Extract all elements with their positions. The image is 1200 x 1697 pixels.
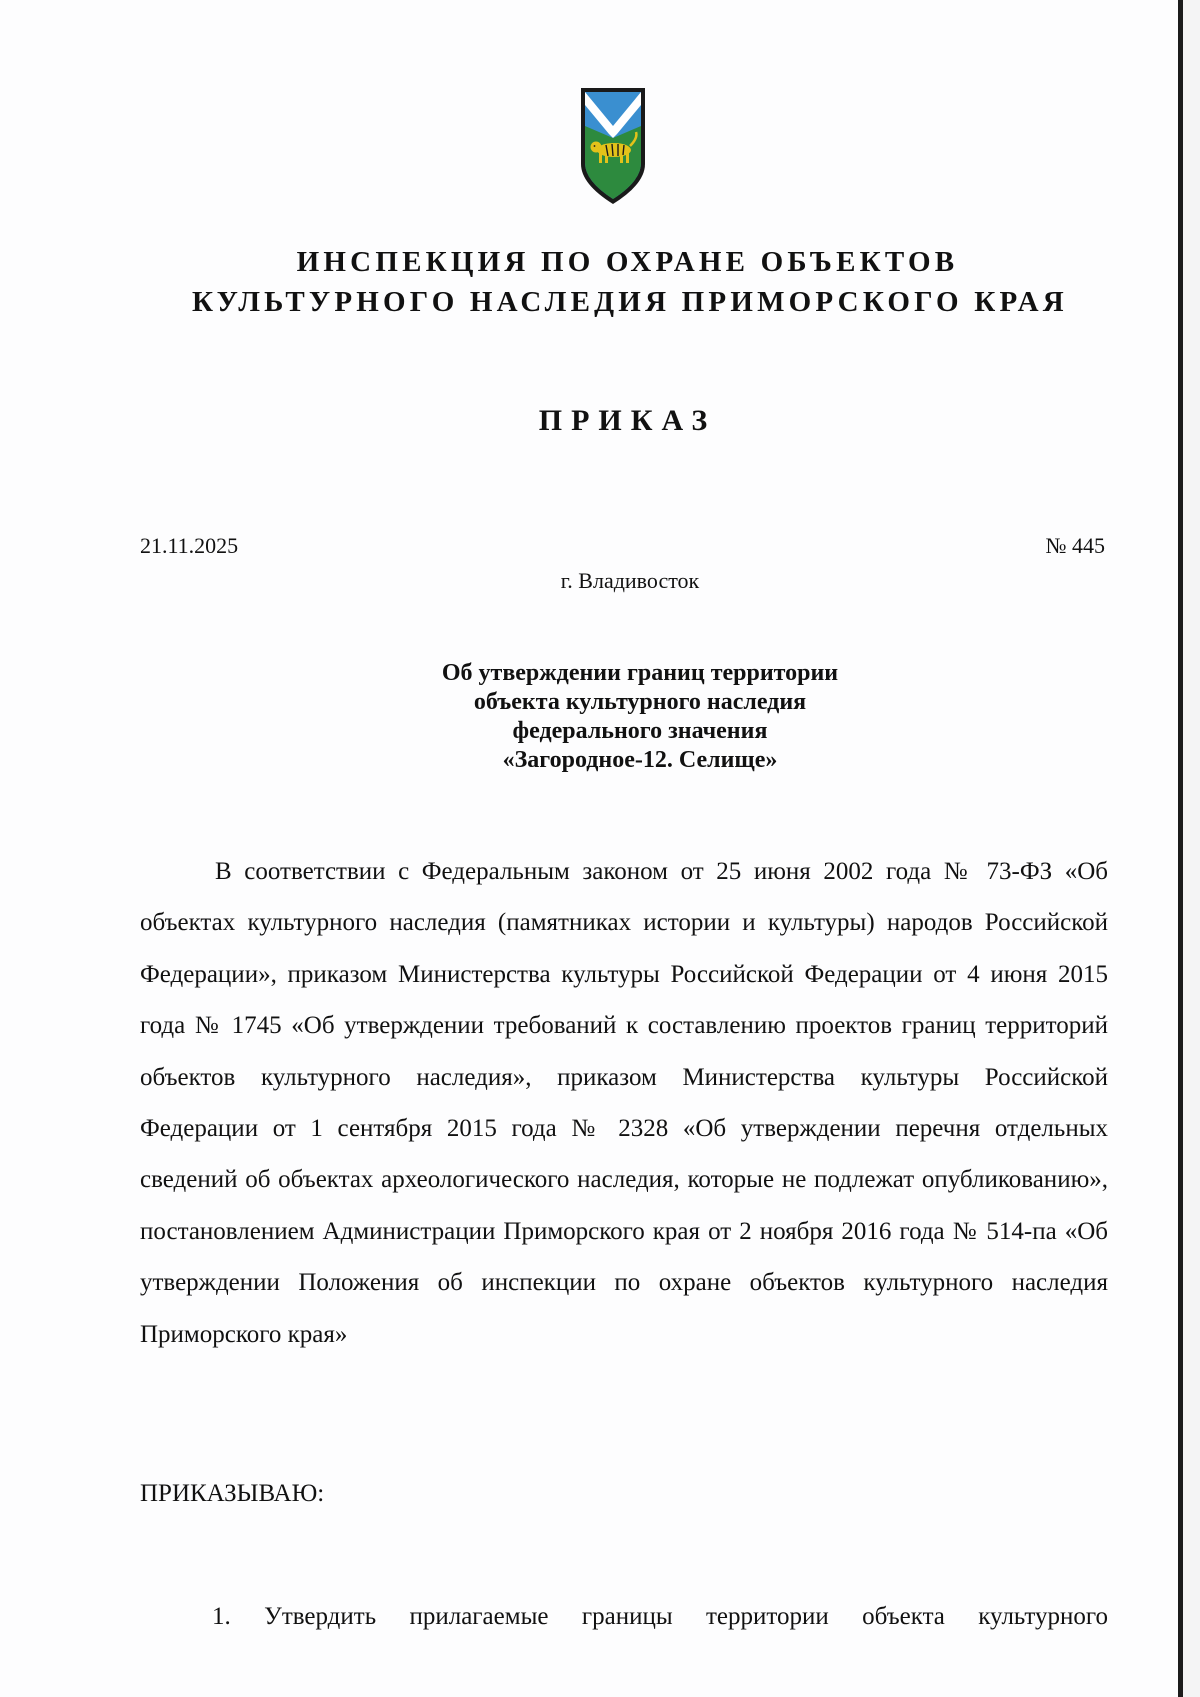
document-number: № 445 bbox=[1045, 533, 1105, 558]
preamble-paragraph: В соответствии с Федеральным законом от 25 июня 2002 года № 73-ФЗ «Об объектах культурного наследия (памятниках истории и культуры) народов Российской Федерации», приказом Министерства культуры Российской Федерации от 4 июня 2015 года № 1745 «Об утверждении требований к составлению проектов границ территорий объектов культурного наследия», приказом Министерства культуры Российской Федерации от 1 сентября 2015 года № 2328 «Об утверждении перечня отдельных сведений об объектах археологического наследия, которые не подлежат опубликованию», постановлением Администрации Приморского края от 2 ноября 2016 года № 514-па «Об утверждении Положения об инспекции по охране объектов культурного наследия Приморского края» bbox=[140, 858, 1108, 1348]
organization-name-line-2: КУЛЬТУРНОГО НАСЛЕДИЯ ПРИМОРСКОГО КРАЯ bbox=[192, 286, 1068, 318]
primorsky-krai-coat-of-arms-icon bbox=[578, 86, 648, 206]
document-subject bbox=[0, 659, 1200, 775]
scan-margin bbox=[1183, 0, 1200, 1697]
subject-line: Об утверждении границ территории bbox=[441, 660, 839, 686]
order-point-1: 1. Утвердить прилагаемые границы территории объекта культурного bbox=[212, 1603, 1108, 1630]
document-city: г. Владивосток bbox=[560, 568, 700, 593]
subject-line: «Загородное-12. Селище» bbox=[502, 747, 778, 773]
order-directive: ПРИКАЗЫВАЮ: bbox=[140, 1480, 325, 1507]
organization-name-line-1: ИНСПЕКЦИЯ ПО ОХРАНЕ ОБЪЕКТОВ bbox=[296, 246, 959, 278]
subject-line: федерального значения bbox=[512, 718, 768, 744]
subject-line: объекта культурного наследия bbox=[473, 689, 807, 715]
document-date: 21.11.2025 bbox=[140, 533, 239, 558]
document-type-title: ПРИКАЗ bbox=[538, 404, 717, 437]
